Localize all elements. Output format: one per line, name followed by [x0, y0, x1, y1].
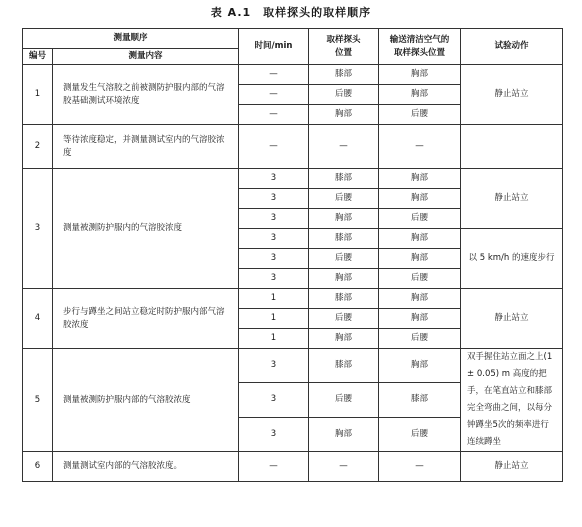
cell-delivery: 胸部 [379, 289, 461, 309]
cell-time: — [239, 105, 309, 125]
cell-delivery: 胸部 [379, 169, 461, 189]
cell-time: — [239, 85, 309, 105]
cell-time: 3 [239, 417, 309, 451]
cell-time: 3 [239, 189, 309, 209]
cell-action: 静止站立 [461, 452, 563, 482]
row-content: 步行与蹲坐之间站立稳定时防护服内部气溶胶浓度 [53, 289, 239, 349]
cell-time: 3 [239, 349, 309, 383]
cell-action: 双手握住站立面之上(1 ± 0.05) m 高度的把手，在笔直站立和膝部完全弯曲之间，以每分钟蹲坐5次的频率进行连续蹲坐 [461, 349, 563, 452]
cell-probe: 后腰 [309, 85, 379, 105]
cell-probe: — [309, 125, 379, 169]
header-action: 试验动作 [461, 29, 563, 65]
cell-action: 静止站立 [461, 169, 563, 229]
cell-action: 以 5 km/h 的速度步行 [461, 229, 563, 289]
cell-delivery: 后腰 [379, 269, 461, 289]
cell-probe: 膝部 [309, 349, 379, 383]
cell-time: 3 [239, 269, 309, 289]
cell-probe: 膝部 [309, 65, 379, 85]
header-probe: 取样探头 位置 [309, 29, 379, 65]
row-content: 测量发生气溶胶之前被测防护服内部的气溶胶基础测试环境浓度 [53, 65, 239, 125]
row-content: 测量被测防护服内的气溶胶浓度 [53, 169, 239, 289]
cell-probe: 胸部 [309, 269, 379, 289]
cell-probe: 胸部 [309, 209, 379, 229]
cell-delivery: 后腰 [379, 209, 461, 229]
row-number: 1 [23, 65, 53, 125]
header-delivery: 输送清洁空气的 取样探头位置 [379, 29, 461, 65]
cell-delivery: — [379, 452, 461, 482]
cell-time: 1 [239, 309, 309, 329]
cell-time: 1 [239, 289, 309, 309]
header-time: 时间/min [239, 29, 309, 65]
cell-probe: 膝部 [309, 169, 379, 189]
cell-delivery: — [379, 125, 461, 169]
cell-delivery: 膝部 [379, 383, 461, 417]
cell-probe: 后腰 [309, 189, 379, 209]
cell-action: 静止站立 [461, 65, 563, 125]
cell-time: 3 [239, 169, 309, 189]
row-number: 6 [23, 452, 53, 482]
cell-probe: 膝部 [309, 229, 379, 249]
cell-probe: — [309, 452, 379, 482]
cell-delivery: 胸部 [379, 249, 461, 269]
cell-probe: 后腰 [309, 383, 379, 417]
cell-probe: 胸部 [309, 329, 379, 349]
cell-probe: 后腰 [309, 309, 379, 329]
cell-action [461, 125, 563, 169]
cell-delivery: 胸部 [379, 189, 461, 209]
row-content: 测量测试室内部的气溶胶浓度。 [53, 452, 239, 482]
cell-action: 静止站立 [461, 289, 563, 349]
cell-probe: 后腰 [309, 249, 379, 269]
sampling-order-table [22, 28, 563, 482]
header-number: 编号 [23, 49, 53, 65]
cell-time: — [239, 65, 309, 85]
cell-probe: 膝部 [309, 289, 379, 309]
cell-delivery: 胸部 [379, 309, 461, 329]
row-number: 3 [23, 169, 53, 289]
cell-time: 3 [239, 249, 309, 269]
cell-delivery: 后腰 [379, 417, 461, 451]
cell-probe: 胸部 [309, 105, 379, 125]
cell-probe: 胸部 [309, 417, 379, 451]
table-row [23, 452, 563, 482]
cell-time: 3 [239, 229, 309, 249]
row-content: 测量被测防护服内部的气溶胶浓度 [53, 349, 239, 452]
table-row [23, 289, 563, 309]
cell-time: — [239, 452, 309, 482]
cell-time: 3 [239, 209, 309, 229]
table-row [23, 65, 563, 85]
table-row [23, 169, 563, 189]
table-row [23, 125, 563, 169]
table-row [23, 349, 563, 383]
cell-delivery: 后腰 [379, 329, 461, 349]
cell-time: 1 [239, 329, 309, 349]
cell-time: — [239, 125, 309, 169]
row-number: 4 [23, 289, 53, 349]
header-row-1 [23, 29, 563, 49]
cell-delivery: 胸部 [379, 349, 461, 383]
table-caption: 表 A.1 取样探头的取样顺序 [210, 6, 372, 19]
row-content: 等待浓度稳定，并测量测试室内的气溶胶浓度 [53, 125, 239, 169]
cell-delivery: 后腰 [379, 105, 461, 125]
cell-time: 3 [239, 383, 309, 417]
cell-delivery: 胸部 [379, 85, 461, 105]
row-number: 5 [23, 349, 53, 452]
header-sequence: 测量顺序 [23, 29, 239, 49]
header-content: 测量内容 [53, 49, 239, 65]
row-number: 2 [23, 125, 53, 169]
cell-delivery: 胸部 [379, 229, 461, 249]
cell-delivery: 胸部 [379, 65, 461, 85]
